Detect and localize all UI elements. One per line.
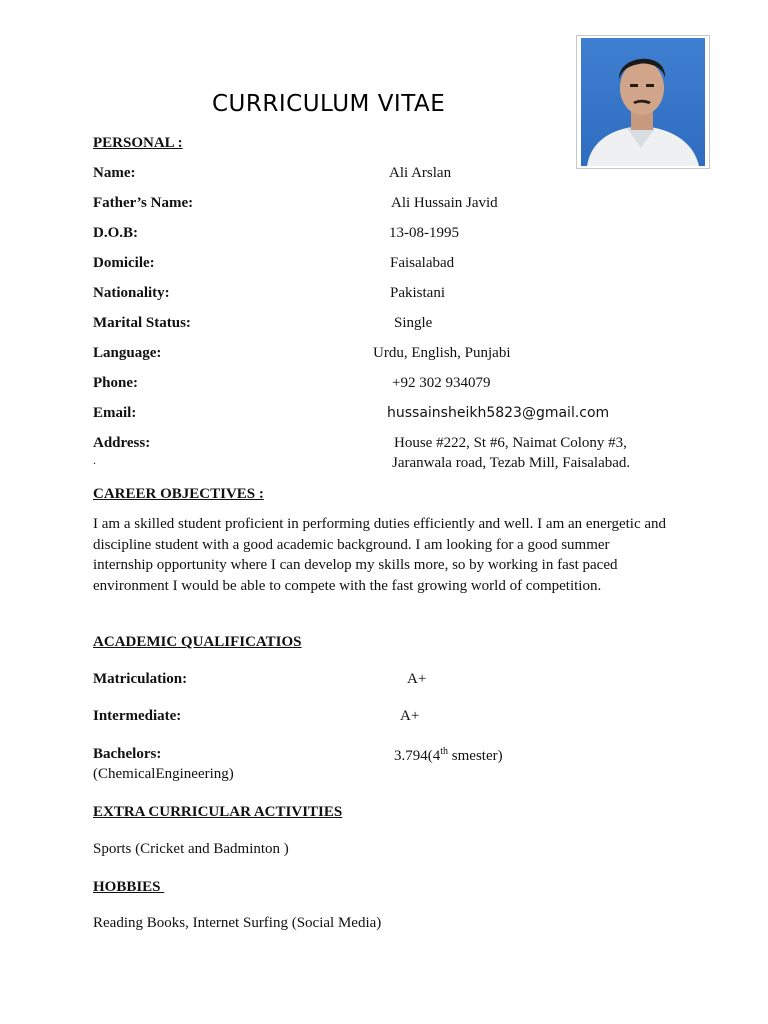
label-matriculation: Matriculation: xyxy=(93,671,188,687)
label-nationality: Nationality: xyxy=(93,285,170,301)
value-marital-status: Single xyxy=(394,315,433,331)
career-objective-text: I am a skilled student proficient in performing duties efficiently and well. I am an energetic and discipline student with a good academic background. I am looking for a good summer internship opportunity where I can develop my skills more, so by working in fast paced environment I would be able to compete with the fast growing world of competition. xyxy=(93,516,667,594)
value-address-line-1: House #222, St #6, Naimat Colony #3, xyxy=(394,435,627,451)
label-email: Email: xyxy=(93,405,137,421)
label-name: Name: xyxy=(93,165,136,181)
value-intermediate: A+ xyxy=(400,708,420,724)
value-phone: +92 302 934079 xyxy=(392,375,491,391)
label-father-name: Father’s Name: xyxy=(93,195,194,211)
value-domicile: Faisalabad xyxy=(390,255,455,271)
section-heading-academic: ACADEMIC QUALIFICATIOS xyxy=(93,634,302,650)
label-marital-status: Marital Status: xyxy=(93,315,191,331)
value-address-line-2: Jaranwala road, Tezab Mill, Faisalabad. xyxy=(392,455,631,471)
label-bachelors: Bachelors: xyxy=(93,746,162,762)
page-title: CURRICULUM VITAE xyxy=(212,91,446,117)
hobbies-text: Reading Books, Internet Surfing (Social Media) xyxy=(93,915,382,931)
section-heading-extra-curricular: EXTRA CURRICULAR ACTIVITIES xyxy=(93,804,343,820)
value-dob: 13-08-1995 xyxy=(389,225,459,241)
value-father-name: Ali Hussain Javid xyxy=(391,195,498,211)
bachelors-tail: smester) xyxy=(448,748,503,764)
value-nationality: Pakistani xyxy=(390,285,445,301)
label-address: Address: xyxy=(93,435,151,451)
bachelors-sup: th xyxy=(440,746,449,757)
section-heading-hobbies: HOBBIES xyxy=(93,879,165,895)
label-language: Language: xyxy=(93,345,162,361)
address-mark: . xyxy=(93,453,96,467)
bachelors-discipline: (ChemicalEngineering) xyxy=(93,766,234,782)
value-email: hussainsheikh5823@gmail.com xyxy=(387,405,610,421)
value-matriculation: A+ xyxy=(407,671,427,687)
label-dob: D.O.B: xyxy=(93,225,138,241)
bachelors-gpa: 3.794(4 xyxy=(394,748,441,764)
profile-photo xyxy=(576,35,710,169)
value-language: Urdu, English, Punjabi xyxy=(373,345,511,361)
label-domicile: Domicile: xyxy=(93,255,155,271)
section-heading-personal: PERSONAL : xyxy=(93,135,183,151)
value-name: Ali Arslan xyxy=(389,165,452,181)
label-intermediate: Intermediate: xyxy=(93,708,182,724)
section-heading-career: CAREER OBJECTIVES : xyxy=(93,486,264,502)
person-photo-icon xyxy=(577,36,709,168)
value-bachelors xyxy=(394,746,503,765)
label-phone: Phone: xyxy=(93,375,138,391)
extra-curricular-text: Sports (Cricket and Badminton ) xyxy=(93,841,289,857)
